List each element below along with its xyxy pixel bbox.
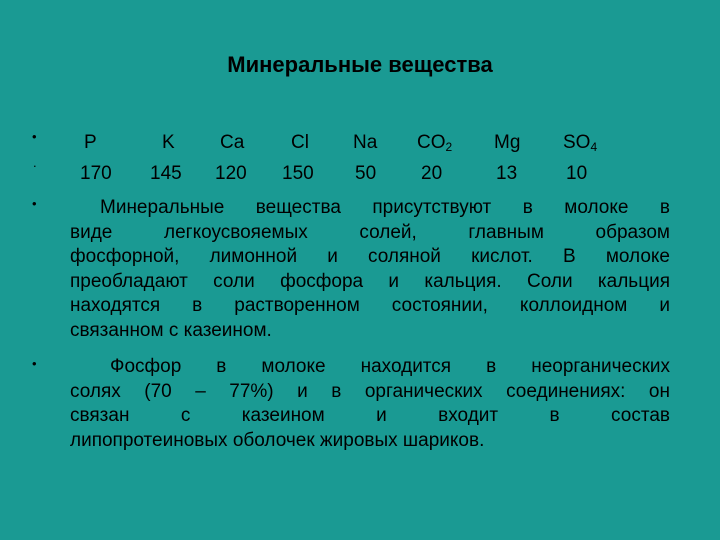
element-value: 50 (355, 163, 377, 184)
element-value: 10 (566, 163, 588, 184)
element-symbol: $SO_4$ (563, 132, 598, 154)
element-symbol: P (84, 132, 97, 153)
paragraph-line: Фосфор в молоке находится в неорганических (110, 356, 670, 377)
elements-row (0, 129, 720, 158)
paragraph-line: Минеральные вещества присутствуют в молоке в (100, 197, 670, 218)
element-symbol: Mg (494, 132, 521, 153)
bullet-marker: • (32, 196, 37, 211)
element-symbol: $CO_2$ (417, 132, 453, 154)
paragraph-line: связанном с казеином. (70, 319, 272, 341)
element-value: 145 (150, 163, 182, 184)
element-value: 150 (282, 163, 314, 184)
element-symbol: K (162, 132, 175, 153)
element-value: 20 (421, 163, 443, 184)
paragraph-line: фосфорной, лимонной и соляной кислот. В молоке (70, 246, 670, 267)
element-symbol: Cl (291, 132, 309, 153)
bullet-marker: • (32, 129, 37, 144)
element-value: 170 (80, 163, 112, 184)
paragraph-line: липопротеиновых оболочек жировых шариков. (70, 429, 485, 451)
bullet-marker: • (32, 356, 37, 371)
values-row (0, 163, 720, 189)
element-value: 120 (215, 163, 247, 184)
bullet-marker: . (33, 155, 37, 170)
paragraph-line: преобладают соли фосфора и кальция. Соли кальция (70, 270, 670, 292)
paragraph-phosphorus (70, 355, 670, 453)
element-value: 13 (496, 163, 518, 184)
paragraph-line: виде легкоусвояемых солей, главным образом (70, 221, 670, 243)
paragraph-minerals (70, 196, 670, 343)
paragraph-line: находятся в растворенном состоянии, коллоидном и (70, 295, 670, 316)
element-symbol: Ca (220, 132, 245, 153)
paragraph-line: солях (70 – 77%) и в органических соединениях: он (70, 380, 670, 402)
slide-title: Минеральные вещества (227, 52, 493, 77)
element-symbol: Na (353, 132, 378, 153)
paragraph-line: связан с казеином и входит в состав (70, 405, 670, 426)
